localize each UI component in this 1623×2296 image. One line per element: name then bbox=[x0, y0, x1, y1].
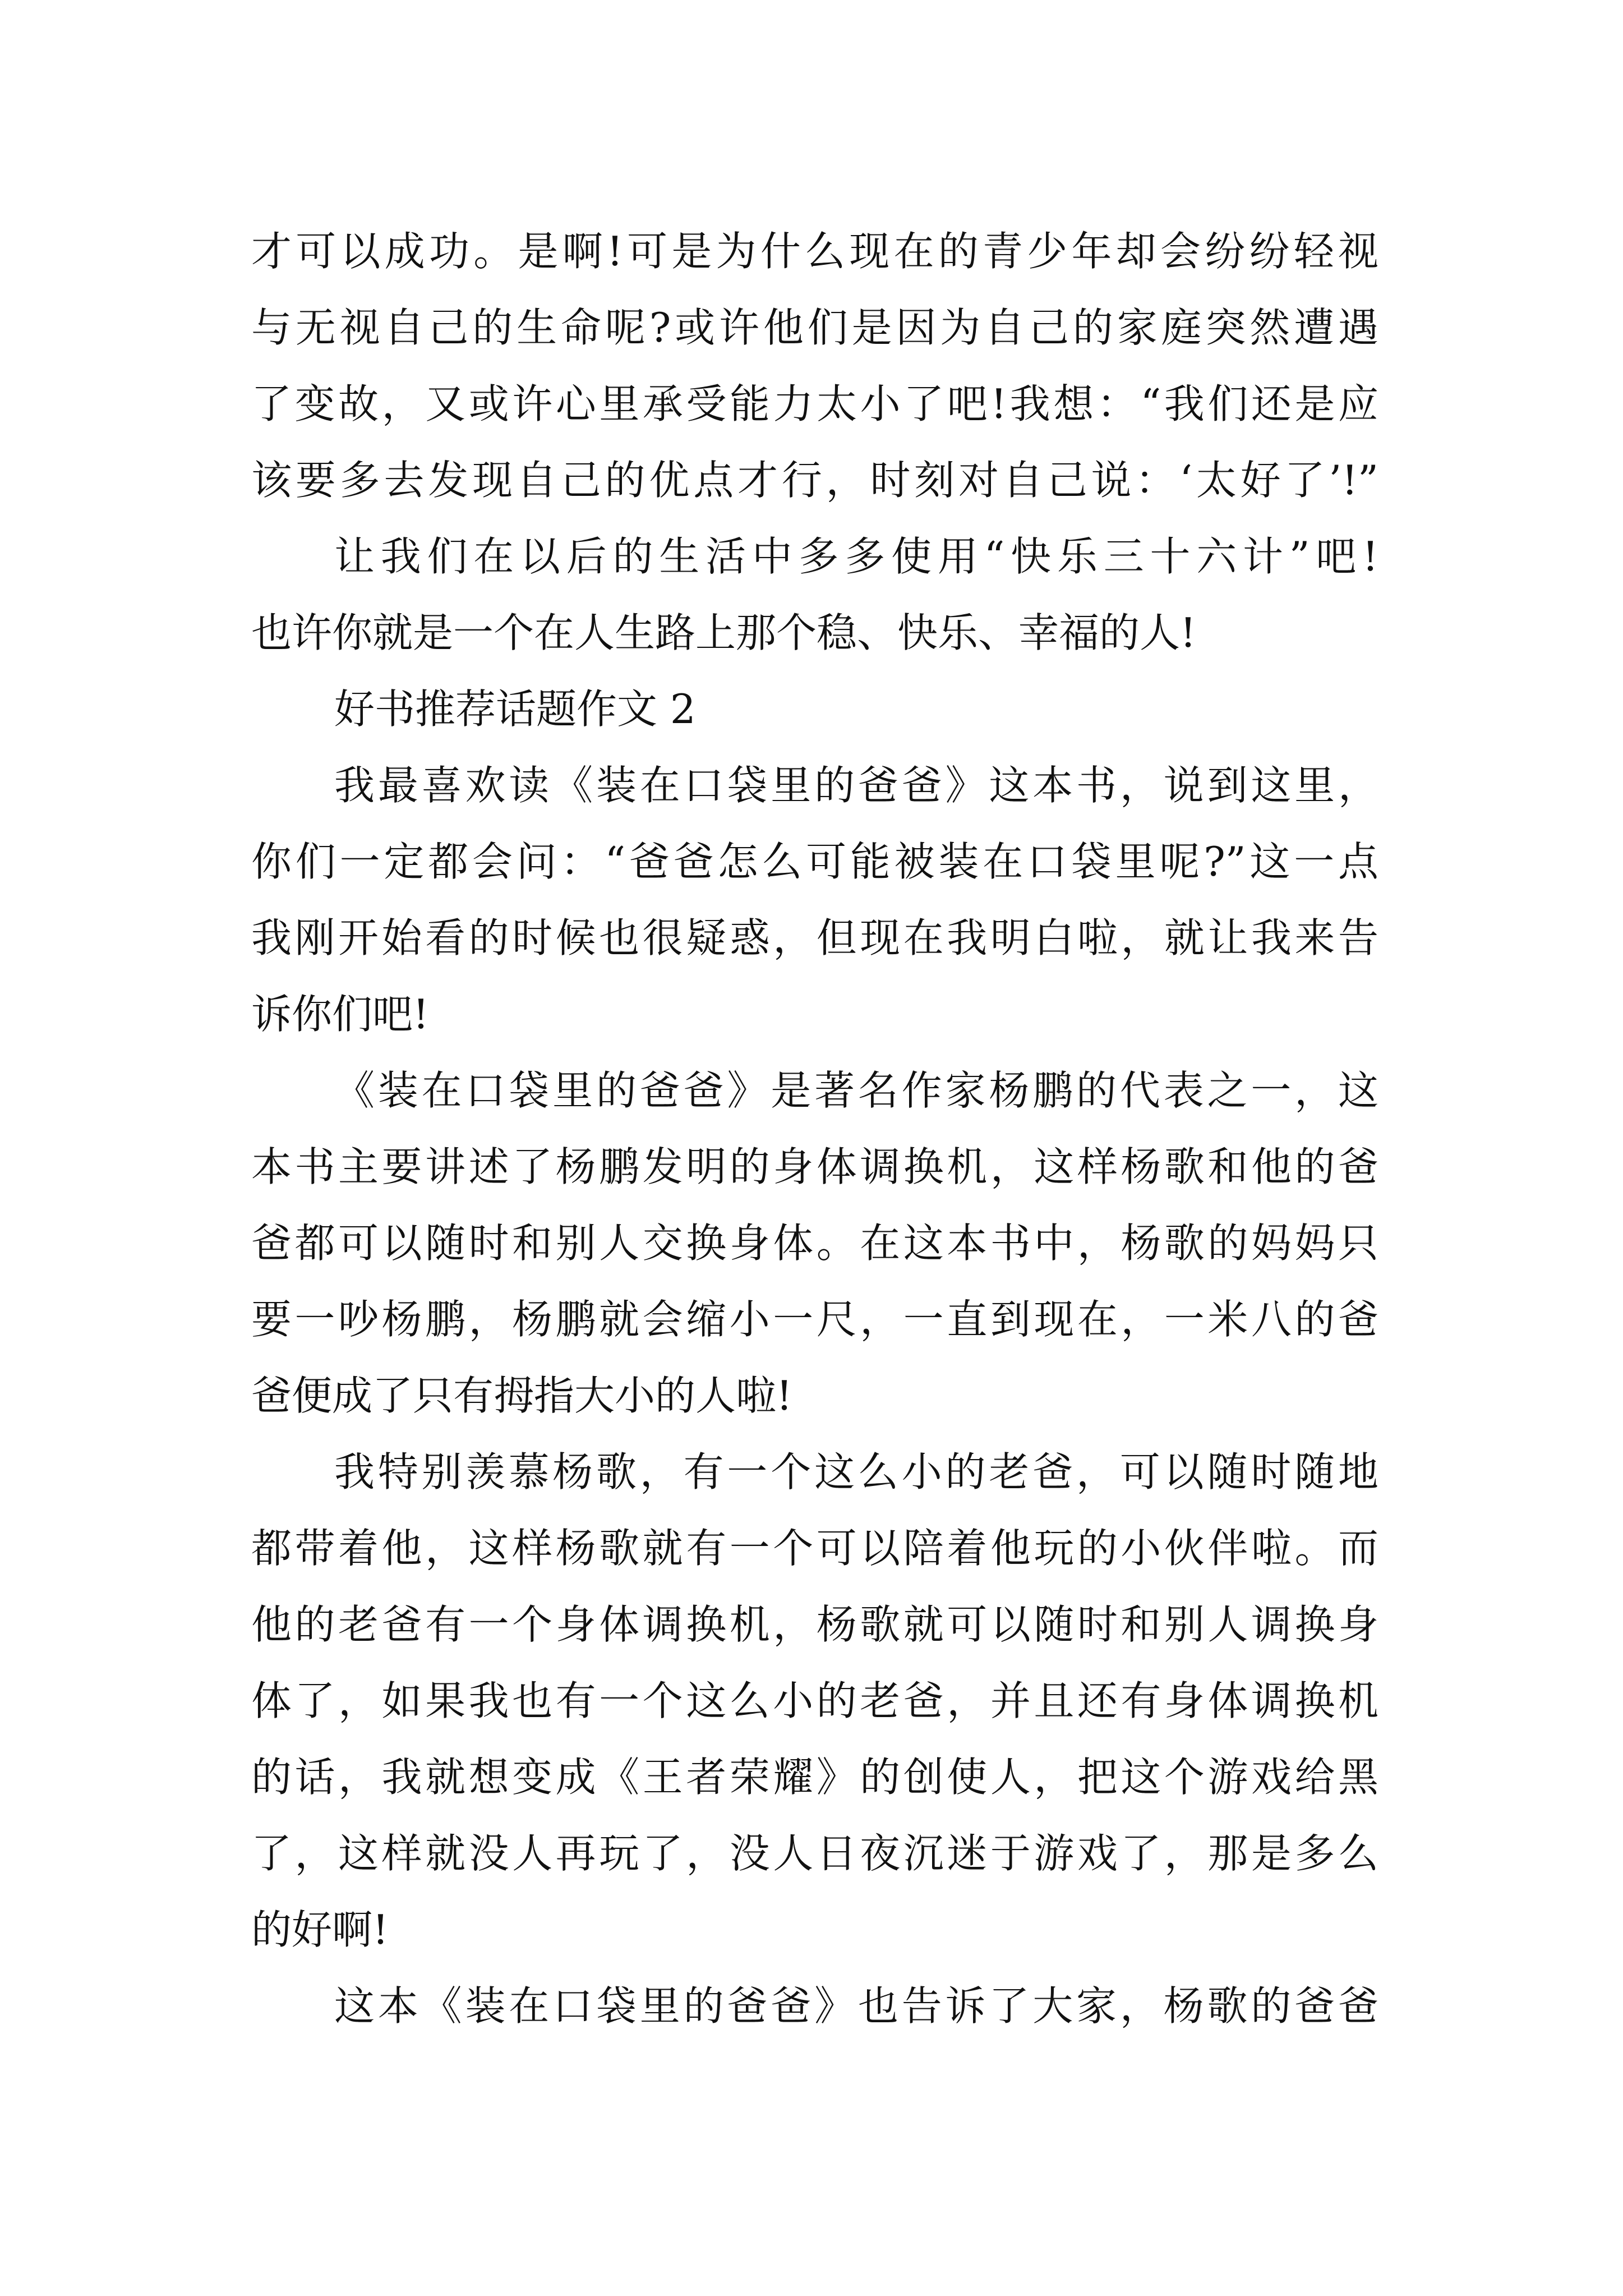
text-line: 他的老爸有一个身体调换机，杨歌就可以随时和别人调换身 bbox=[251, 1601, 1378, 1648]
text-line: 也许你就是一个在人生路上那个稳、快乐、幸福的人! bbox=[251, 609, 1196, 656]
text-line: 才可以成功。是啊!可是为什么现在的青少年却会纷纷轻视 bbox=[251, 228, 1378, 275]
text-line: 这本《装在口袋里的爸爸》也告诉了大家，杨歌的爸爸 bbox=[334, 1982, 1378, 2030]
text-line: 爸都可以随时和别人交换身体。在这本书中，杨歌的妈妈只 bbox=[251, 1220, 1378, 1267]
text-line: 我最喜欢读《装在口袋里的爸爸》这本书，说到这里， bbox=[334, 762, 1378, 809]
text-line: 了，这样就没人再玩了，没人日夜沉迷于游戏了，那是多么 bbox=[251, 1830, 1378, 1877]
section-heading: 好书推荐话题作文 2 bbox=[334, 685, 696, 733]
essay-text bbox=[251, 213, 1378, 2044]
text-line: 都带着他，这样杨歌就有一个可以陪着他玩的小伙伴啦。而 bbox=[251, 1525, 1378, 1572]
text-line: 的好啊! bbox=[251, 1906, 389, 1953]
text-line: 《装在口袋里的爸爸》是著名作家杨鹏的代表之一，这 bbox=[334, 1067, 1378, 1114]
text-line: 体了，如果我也有一个这么小的老爸，并且还有身体调换机 bbox=[251, 1677, 1378, 1724]
text-line: 爸便成了只有拇指大小的人啦! bbox=[251, 1372, 792, 1419]
text-line: 你们一定都会问：“爸爸怎么可能被装在口袋里呢?”这一点 bbox=[251, 838, 1378, 885]
text-line: 该要多去发现自己的优点才行，时刻对自己说：‘太好了’!” bbox=[251, 457, 1378, 504]
text-line: 要一吵杨鹏，杨鹏就会缩小一尺，一直到现在，一米八的爸 bbox=[251, 1296, 1378, 1343]
text-line: 我特别羡慕杨歌，有一个这么小的老爸，可以随时随地 bbox=[334, 1448, 1378, 1496]
text-line: 了变故，又或许心里承受能力太小了吧!我想：“我们还是应 bbox=[251, 380, 1378, 427]
text-line: 让我们在以后的生活中多多使用“快乐三十六计”吧! bbox=[334, 533, 1378, 580]
text-line: 诉你们吧! bbox=[251, 991, 429, 1038]
text-line: 与无视自己的生命呢?或许他们是因为自己的家庭突然遭遇 bbox=[251, 304, 1378, 351]
text-line: 我刚开始看的时候也很疑惑，但现在我明白啦，就让我来告 bbox=[251, 914, 1378, 961]
text-line: 本书主要讲述了杨鹏发明的身体调换机，这样杨歌和他的爸 bbox=[251, 1143, 1378, 1190]
text-line: 的话，我就想变成《王者荣耀》的创使人，把这个游戏给黑 bbox=[251, 1754, 1378, 1801]
